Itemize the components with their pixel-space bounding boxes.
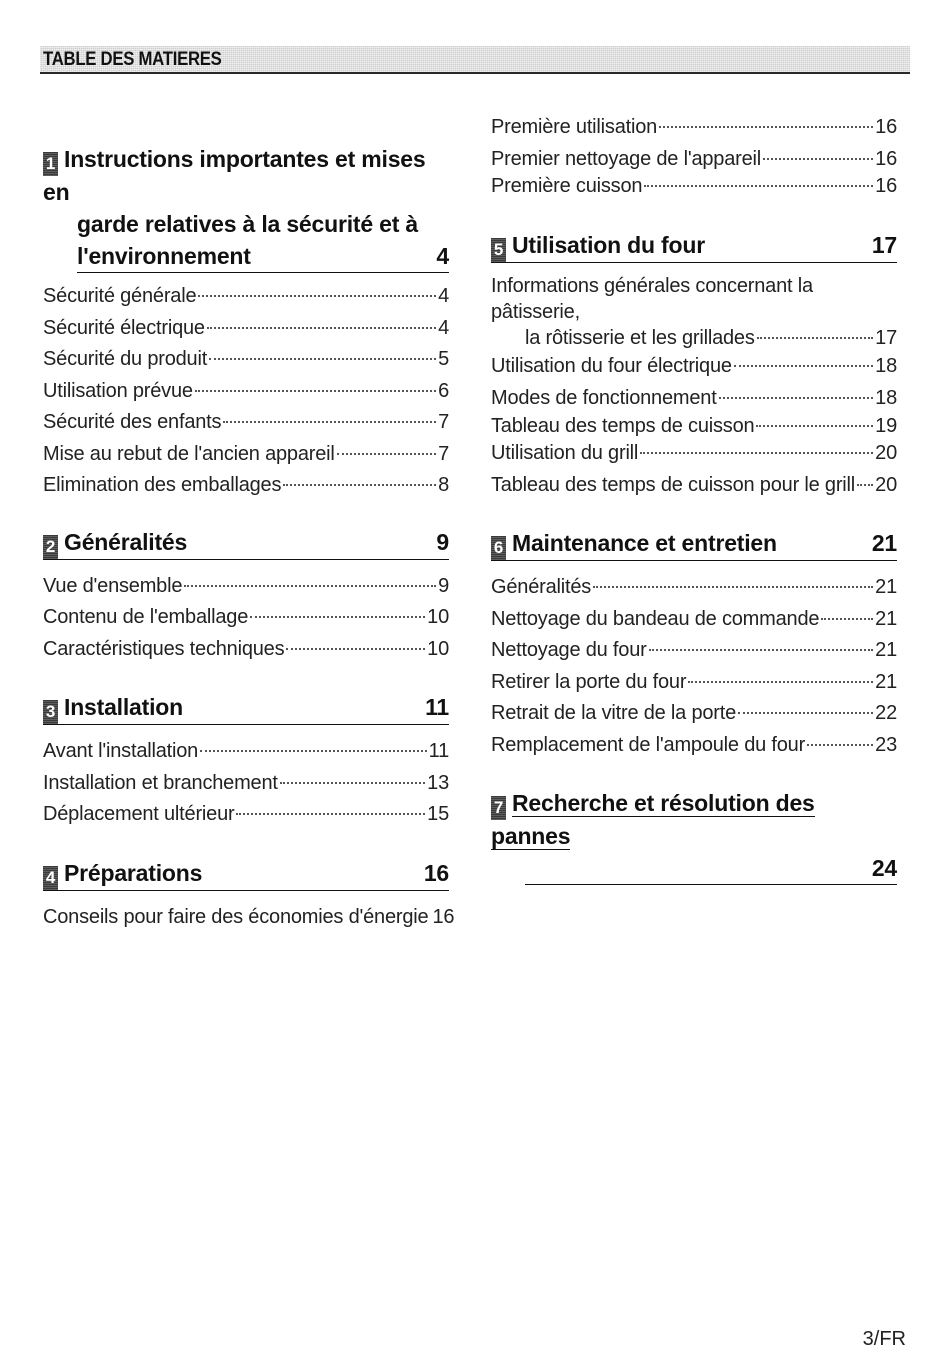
entry-label: Nettoyage du four [491, 639, 647, 661]
toc-section-7 [491, 787, 897, 885]
leader-dots [719, 397, 874, 399]
header-band [40, 46, 910, 74]
leader-dots [688, 681, 873, 683]
entry-page: 20 [875, 473, 897, 496]
leader-dots [184, 585, 436, 587]
entry-label: Retirer la porte du four [491, 670, 687, 693]
leader-dots [649, 649, 874, 651]
toc-entry[interactable] [491, 144, 897, 176]
section-title: Préparations [64, 859, 203, 886]
toc-section-4 [43, 857, 455, 934]
entry-label: Installation et branchement [43, 771, 278, 794]
section-title: Généralités [64, 528, 188, 555]
entry-label: la rôtisserie et les grillades [525, 327, 755, 349]
section-heading[interactable] [43, 143, 449, 273]
toc-entry[interactable] [43, 799, 449, 831]
entry-label: Utilisation du grill [491, 442, 639, 464]
toc-entry[interactable] [43, 439, 449, 471]
leader-dots [763, 158, 873, 160]
section-heading[interactable] [491, 527, 897, 561]
entry-page: 10 [427, 637, 449, 660]
entry-label: Généralités [491, 576, 592, 598]
entry-label-line1: Informations générales concernant la pâtisserie, [491, 275, 813, 323]
entry-page: 4 [438, 285, 449, 307]
section-title-line: Instructions importantes et mises en [43, 146, 426, 205]
toc-section-5 [491, 229, 897, 501]
section-number: 6 [491, 536, 506, 560]
entry-page: 16 [875, 147, 897, 170]
toc-entry[interactable] [491, 730, 897, 762]
entry-page: 4 [438, 316, 449, 339]
section-heading[interactable] [491, 229, 897, 263]
entry-label: Première cuisson [491, 175, 643, 197]
toc-entry[interactable] [491, 351, 897, 383]
entry-label: Déplacement ultérieur [43, 803, 235, 825]
toc-right-column [491, 112, 897, 885]
entry-label: Première utilisation [491, 116, 658, 138]
section-page: 4 [436, 243, 449, 269]
leader-dots [659, 126, 873, 128]
section-title: Installation [64, 694, 184, 720]
leader-dots [209, 358, 436, 360]
entry-page: 22 [875, 702, 897, 724]
toc-entry[interactable] [43, 768, 449, 800]
section-title: Maintenance et entretien [512, 530, 777, 556]
section-number: 5 [491, 238, 506, 262]
toc-entry[interactable] [491, 273, 897, 351]
toc-entry[interactable] [491, 604, 897, 636]
entry-label: Premier nettoyage de l'appareil [491, 147, 762, 170]
toc-entry[interactable] [43, 602, 449, 634]
entry-page: 16 [432, 905, 455, 928]
leader-dots [593, 586, 873, 588]
entry-label: Sécurité du produit [43, 348, 208, 370]
section-title: Recherche et résolution des pannes [491, 790, 815, 849]
toc-entry[interactable] [43, 902, 455, 934]
toc-section-1 [43, 143, 449, 502]
section-page: 17 [871, 232, 897, 258]
toc-entry[interactable] [491, 438, 897, 470]
leader-dots [250, 616, 425, 618]
section-heading[interactable] [491, 787, 897, 885]
toc-entry[interactable] [43, 281, 449, 313]
entry-label: Conseils pour faire des économies d'énergie [43, 905, 429, 928]
leader-dots [757, 337, 873, 339]
entry-page: 17 [875, 327, 897, 349]
toc-entry[interactable] [43, 313, 449, 345]
entry-page: 15 [427, 803, 449, 825]
entry-page: 10 [427, 606, 449, 628]
entry-label: Remplacement de l'ampoule du four [491, 733, 806, 756]
leader-dots [200, 750, 427, 752]
entry-page: 18 [875, 355, 897, 377]
section-page: 21 [871, 530, 897, 556]
toc-entry[interactable] [491, 572, 897, 604]
entry-label: Utilisation du four électrique [491, 355, 732, 377]
entry-label: Tableau des temps de cuisson [491, 415, 755, 437]
section-number: 7 [491, 796, 506, 820]
toc-entry[interactable] [43, 407, 449, 439]
leader-dots [640, 452, 873, 454]
toc-entry[interactable] [491, 635, 897, 667]
leader-dots [195, 390, 436, 392]
leader-dots [286, 648, 425, 650]
toc-entry[interactable] [491, 383, 897, 415]
entry-page: 7 [438, 411, 449, 433]
entry-label: Utilisation prévue [43, 379, 193, 402]
entry-page: 16 [875, 116, 897, 138]
leader-dots [857, 484, 873, 486]
entry-page: 21 [875, 607, 897, 630]
entry-label: Retrait de la vitre de la porte [491, 702, 737, 724]
leader-dots [738, 712, 873, 714]
entry-page: 23 [875, 733, 897, 756]
entry-label: Nettoyage du bandeau de commande [491, 607, 820, 630]
section-number: 3 [43, 700, 58, 724]
toc-entry[interactable] [491, 414, 897, 438]
section-title-line: garde relatives à la sécurité et à [77, 211, 418, 237]
toc-entry[interactable] [491, 698, 897, 730]
leader-dots [821, 618, 873, 620]
leader-dots [283, 484, 436, 486]
entry-page: 21 [875, 576, 897, 598]
entry-page: 9 [438, 574, 449, 597]
toc-entry[interactable] [491, 470, 897, 502]
entry-page: 21 [875, 639, 897, 661]
toc-section-2 [43, 526, 449, 666]
entry-page: 13 [427, 771, 449, 794]
section-title: Utilisation du four [512, 232, 705, 258]
toc-entry[interactable] [43, 736, 449, 768]
entry-label: Sécurité électrique [43, 316, 205, 339]
entry-label: Tableau des temps de cuisson pour le grill [491, 473, 856, 496]
entry-page: 11 [428, 740, 449, 762]
toc-section-6 [491, 527, 897, 761]
page-number-footer: 3/FR [862, 1328, 906, 1350]
entry-page: 7 [438, 442, 449, 465]
leader-dots [337, 453, 436, 455]
entry-page: 5 [438, 348, 449, 370]
leader-dots [280, 782, 425, 784]
entry-label: Sécurité des enfants [43, 411, 222, 433]
leader-dots [223, 421, 436, 423]
toc-entry[interactable] [43, 571, 449, 603]
entry-page: 18 [875, 386, 897, 409]
entry-label: Sécurité générale [43, 285, 197, 307]
entry-label: Vue d'ensemble [43, 574, 183, 597]
section-page: 24 [871, 855, 897, 881]
leader-dots [198, 295, 436, 297]
section-number: 2 [43, 535, 58, 559]
section-page: 16 [423, 859, 449, 886]
page-title: TABLE DES MATIERES [43, 49, 222, 70]
section-heading[interactable] [43, 526, 449, 560]
toc-entry[interactable] [43, 470, 449, 502]
toc-entry[interactable] [43, 344, 449, 376]
toc-entry[interactable] [43, 376, 449, 408]
section-page: 11 [425, 694, 449, 720]
entry-label: Caractéristiques techniques [43, 637, 285, 660]
leader-dots [207, 327, 436, 329]
leader-dots [807, 744, 873, 746]
leader-dots [236, 813, 425, 815]
toc-entry[interactable] [43, 634, 449, 666]
entry-label: Mise au rebut de l'ancien appareil [43, 442, 335, 465]
section-heading[interactable] [43, 691, 449, 725]
entry-page: 21 [875, 670, 897, 693]
entry-label: Elimination des emballages [43, 474, 282, 496]
entry-label: Modes de fonctionnement [491, 386, 717, 409]
entry-page: 16 [875, 175, 897, 197]
toc-left-column [43, 143, 455, 933]
entry-page: 19 [875, 415, 897, 437]
toc-entry[interactable] [491, 667, 897, 699]
toc-section-3 [43, 691, 449, 831]
section-page: 9 [436, 528, 449, 555]
toc-entry[interactable] [491, 175, 897, 197]
entry-page: 8 [438, 474, 449, 496]
section-number: 4 [43, 866, 58, 890]
leader-dots [756, 425, 873, 427]
leader-dots [734, 365, 873, 367]
leader-dots [644, 185, 873, 187]
toc-entry[interactable] [491, 112, 897, 144]
entry-page: 20 [875, 442, 897, 464]
section-title-line: l'environnement [77, 243, 251, 269]
entry-page: 6 [438, 379, 449, 402]
entry-label: Avant l'installation [43, 740, 199, 762]
section-number: 1 [43, 152, 58, 176]
entry-label: Contenu de l'emballage [43, 606, 249, 628]
section-heading[interactable] [43, 857, 449, 891]
